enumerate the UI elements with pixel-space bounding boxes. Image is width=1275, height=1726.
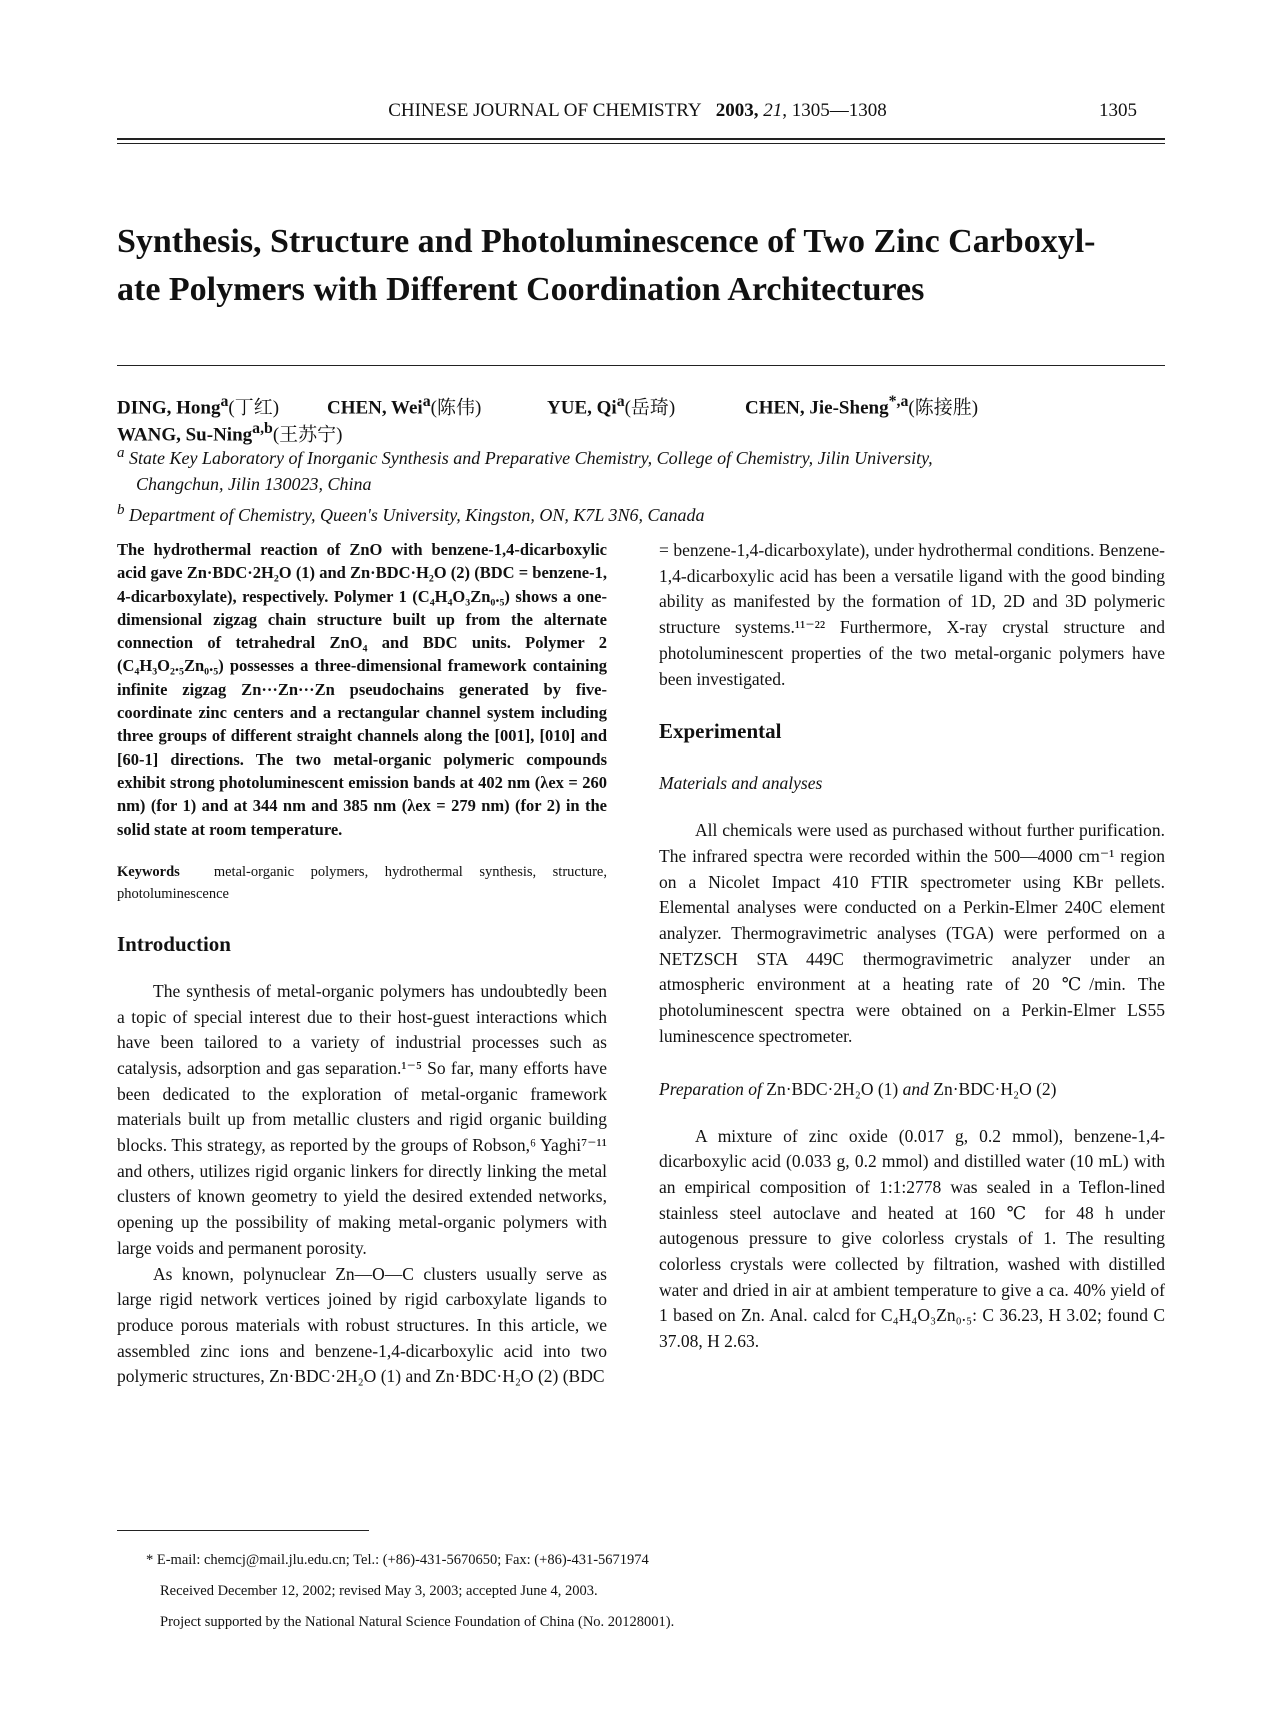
title-line-2: ate Polymers with Different Coordination Architectures bbox=[117, 271, 925, 308]
materials-subheading: Materials and analyses bbox=[659, 773, 823, 794]
author-row-1 bbox=[117, 388, 1167, 419]
affiliations bbox=[117, 440, 1167, 528]
journal-name: CHINESE JOURNAL OF CHEMISTRY bbox=[388, 100, 702, 121]
header-rule-thin bbox=[117, 143, 1165, 144]
introduction-heading: Introduction bbox=[117, 931, 231, 956]
introduction-paragraph-2-cont: = benzene-1,4-dicarboxylate), under hydrothermal conditions. Benzene-1,4-dicarboxylic acid has been a versatile ligand with the good binding ability as manifested by the formation of 1D, 2D and 3D polymeric structure systems.¹¹⁻²² Furthermore, X-ray crystal structure and photoluminescent properties of the two metal-organic polymers have been investigated. bbox=[659, 540, 1165, 689]
preparation-paragraph: A mixture of zinc oxide (0.017 g, 0.2 mmol), benzene-1,4-dicarboxylic acid (0.033 g, 0.2 mmol) and distilled water (10 mL) with an empirical composition of 1:1:2778 was sealed in a Teflon-lined stainless steel autoclave and heated at 160 ℃ for 48 h under autogenous pressure to give colorless crystals of 1. The resulting colorless crystals were collected by filtration, washed with distilled water and dried in air at ambient temperature to give a ca. 40% yield of 1 based on Zn. Anal. calcd for C₄H₄O₃Zn₀.₅: C 36.23, H 3.02; found C 37.08, H 2.63. bbox=[659, 1125, 1165, 1352]
affiliation-b: $^b$ Department of Chemistry, Queen's University, Kingston, ON, K7L 3N6, Canada bbox=[117, 502, 705, 525]
journal-volume: 21 bbox=[763, 100, 783, 121]
preparation-subheading: Preparation of Zn·BDC·2H₂O (1) and Zn·BDC·H₂O (2) bbox=[659, 1078, 1057, 1099]
right-column bbox=[659, 538, 1165, 1355]
keywords-text: metal-organic polymers, hydrothermal synthesis, structure, photoluminescence bbox=[117, 863, 607, 902]
journal-year: 2003, bbox=[715, 100, 759, 121]
article-title bbox=[117, 218, 1167, 314]
introduction-paragraph-2: As known, polynuclear Zn—O—C clusters usually serve as large rigid network vertices joined by rigid carboxylate ligands to produce porous materials with robust structures. In this article, we assembled zinc ions and benzene-1,4-dicarboxylic acid into two polymeric structures, Zn·BDC·2H₂O (1) and Zn·BDC·H₂O (2) (BDC bbox=[117, 1263, 607, 1387]
footnote-contact: * E-mail: chemcj@mail.jlu.edu.cn; Tel.: (+86)-431-5670650; Fax: (+86)-431-5671974 bbox=[146, 1552, 649, 1568]
materials-paragraph: All chemicals were used as purchased without further purification. The infrared spectra were recorded within the 500—4000 cm⁻¹ region on a Nicolet Impact 410 FTIR spectrometer using KBr pellets. Elemental analyses were conducted on a Perkin-Elmer 240C element analyzer. Thermogravimetric analyses (TGA) were performed on a NETZSCH STA 449C thermogravimetric analyzer under an atmospheric environment at a heating rate of 20 ℃/min. The photoluminescent spectra were obtained on a Perkin-Elmer LS55 luminescence spectrometer. bbox=[659, 820, 1165, 1046]
author-list bbox=[117, 388, 1167, 446]
affiliation-a-cont: Changchun, Jilin 130023, China bbox=[136, 474, 372, 494]
footnote-received: Received December 12, 2002; revised May 3, 2003; accepted June 4, 2003. bbox=[160, 1583, 598, 1599]
author-row-2 bbox=[117, 415, 1167, 446]
page-number: 1305 bbox=[1099, 100, 1137, 121]
journal-pages: , 1305—1308 bbox=[782, 100, 887, 121]
left-column bbox=[117, 538, 607, 1390]
journal-citation bbox=[0, 100, 1275, 122]
title-rule bbox=[117, 365, 1165, 366]
keywords-label: Keywords bbox=[117, 863, 180, 880]
abstract: The hydrothermal reaction of ZnO with benzene-1,4-dicarboxylic acid gave Zn·BDC·2H₂O (1) and Zn·BDC·H₂O (2) (BDC = benzene-1, 4-dicarboxylate), respectively. Polymer 1 (C₄H₄O₃Zn₀.₅) shows a one-dimensional zigzag chain structure built up from the alternate connection of tetrahedral ZnO₄ and BDC units. Polymer 2 (C₄H₃O₂.₅Zn₀.₅) possesses a three-dimensional framework containing infinite zigzag Zn···Zn···Zn pseudochains generated by five-coordinate zinc centers and a rectangular channel system including three groups of different straight channels along the [001], [010] and [60-1] directions. The two metal-organic polymeric compounds exhibit strong photoluminescent emission bands at 402 nm (λex = 260 nm) (for 1) and at 344 nm and 385 nm (λex = 279 nm) (for 2) in the solid state at room temperature. bbox=[117, 540, 607, 839]
author-ding-hong: DING, Hong$^a$(丁红) bbox=[117, 393, 280, 419]
introduction-paragraph-1: The synthesis of metal-organic polymers has undoubtedly been a topic of special interest due to their host-guest interactions which have been tailored to a variety of industrial processes such as catalysis, adsorption and gas separation.¹⁻⁵ So far, many efforts have been dedicated to the exploration of metal-organic framework materials built up from metallic clusters and rigid organic building blocks. This strategy, as reported by the groups of Robson,⁶ Yaghi⁷⁻¹¹ and others, utilizes rigid organic linkers for directly linking the metal clusters of known geometry to yield the desired extended networks, opening up the possibility of making metal-organic polymers with large voids and permanent porosity. bbox=[117, 980, 607, 1258]
author-chen-wei: CHEN, Wei$^a$(陈伟) bbox=[327, 393, 482, 419]
author-yue-qi: YUE, Qi$^a$(岳琦) bbox=[547, 393, 676, 419]
footnote-funding: Project supported by the National Natural Science Foundation of China (No. 20128001). bbox=[160, 1614, 675, 1630]
author-chen-jie-sheng: CHEN, Jie-Sheng$^{*,a}$(陈接胜) bbox=[745, 393, 979, 419]
affiliation-a: $^a$ State Key Laboratory of Inorganic Synthesis and Preparative Chemistry, College of Chemistry, Jilin University, bbox=[117, 445, 933, 468]
footnotes bbox=[146, 1545, 1160, 1638]
title-line-1: Synthesis, Structure and Photoluminescence of Two Zinc Carboxyl- bbox=[117, 223, 1096, 260]
footnote-rule bbox=[117, 1530, 369, 1531]
author-wang-su-ning: WANG, Su-Ning$^{a,b}$(王苏宁) bbox=[117, 420, 343, 446]
keywords bbox=[117, 861, 607, 905]
header-rule-thick bbox=[117, 138, 1165, 140]
running-header bbox=[0, 100, 1275, 130]
experimental-heading: Experimental bbox=[659, 719, 782, 744]
